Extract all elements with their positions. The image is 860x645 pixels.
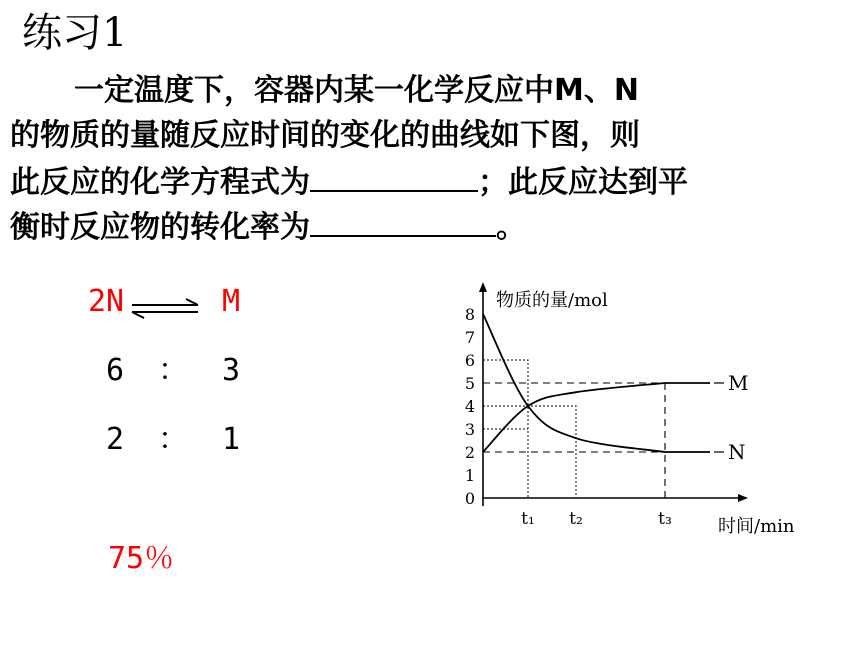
equilibrium-arrow-icon (126, 288, 206, 324)
problem-line-4-text: 衡时反应物的转化率为 (10, 210, 310, 245)
y-tick-label: 5 (464, 374, 476, 393)
reference-lines (483, 360, 710, 498)
equation-left: 2N (88, 284, 125, 319)
problem-line-2: 的物质的量随反应时间的变化的曲线如下图，则 (10, 118, 640, 153)
slide-title: 练习1 (22, 10, 128, 56)
y-tick-label: 4 (464, 397, 476, 416)
y-tick-label: 6 (464, 351, 476, 370)
ratio-1-left: 6 (106, 353, 125, 388)
y-axis-label: 物质的量/mol (496, 290, 608, 311)
y-tick-label: 8 (464, 305, 476, 324)
ref-line-t1-n (483, 360, 528, 498)
x-tick-label: t₃ (658, 509, 672, 529)
answer-blank-conversion (310, 203, 496, 237)
x-tick-label: t₂ (569, 509, 583, 529)
ratio-1-separator: ： (158, 353, 188, 388)
conversion-answer: 75％ (108, 541, 175, 576)
series-label-N: N (728, 440, 746, 464)
answer-blank-equation (310, 158, 478, 192)
series-curve-M (483, 383, 665, 452)
ratio-2-right: 1 (222, 422, 241, 457)
ratio-2-separator: ： (158, 422, 188, 457)
ratio-2-left: 2 (106, 422, 125, 457)
problem-text (10, 68, 850, 248)
y-tick-label: 1 (464, 466, 476, 485)
series-label-M: M (728, 371, 749, 395)
problem-line-4-rest: 。 (496, 210, 526, 245)
problem-line-1: 一定温度下，容器内某一化学反应中M、N (74, 73, 639, 108)
series-curves (483, 314, 748, 464)
x-axis-arrow-icon (738, 494, 748, 502)
equation-right: M (222, 284, 241, 319)
x-axis-label: 时间/min (718, 516, 795, 537)
y-tick-labels (465, 305, 475, 508)
x-tick-labels (521, 509, 672, 529)
y-tick-label: 2 (464, 443, 476, 462)
problem-line-3-rest: ；此反应达到平 (478, 165, 688, 200)
problem-line-4 (10, 203, 850, 248)
y-tick-label: 3 (464, 420, 476, 439)
x-tick-label: t₁ (521, 509, 535, 529)
y-tick-label: 0 (464, 489, 476, 508)
ratio-1-right: 3 (222, 353, 241, 388)
amount-vs-time-chart (440, 280, 840, 545)
y-tick-label: 7 (464, 328, 476, 347)
y-axis-arrow-icon (479, 282, 487, 292)
problem-line-3-text: 此反应的化学方程式为 (10, 165, 310, 200)
problem-line-3 (10, 158, 850, 203)
